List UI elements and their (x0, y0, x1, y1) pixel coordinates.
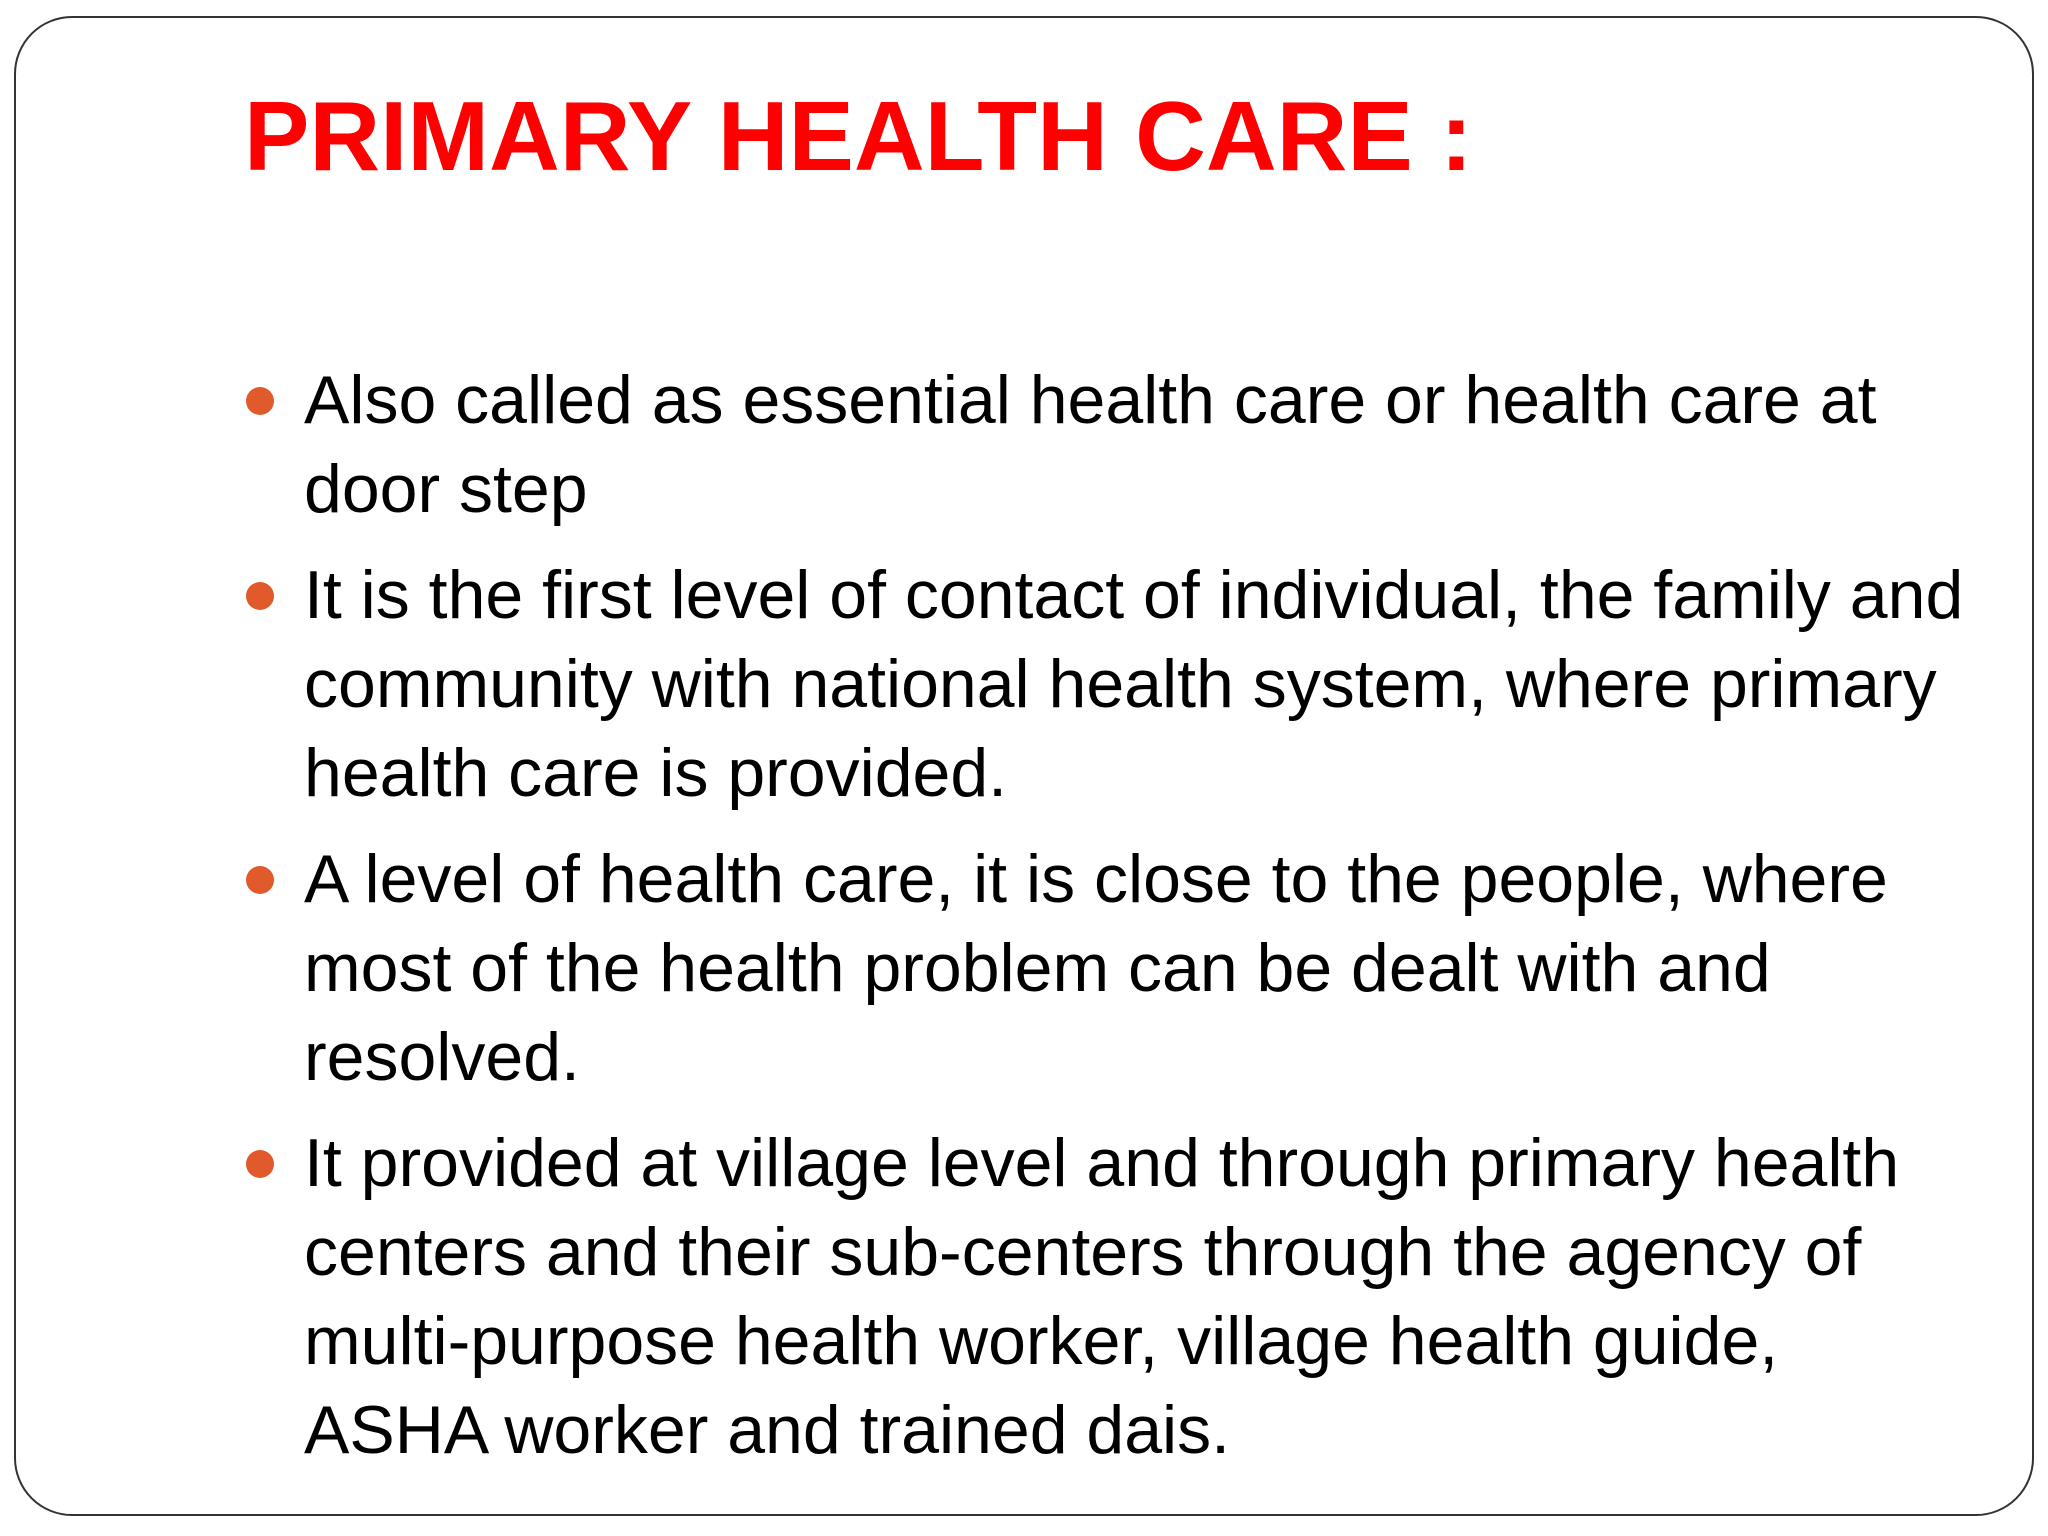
bullet-text: It is the first level of contact of individual, the family and community with national health system, where primary health care is provided. (304, 557, 1964, 811)
list-item (244, 356, 1964, 534)
bullet-text: A level of health care, it is close to the people, where most of the health problem can be dealt with and resolved. (304, 841, 1888, 1095)
bullet-dot-icon (246, 387, 274, 415)
bullet-list (244, 356, 1964, 1492)
slide-title: PRIMARY HEALTH CARE : (244, 81, 1473, 191)
list-item (244, 835, 1964, 1102)
bullet-dot-icon (246, 582, 274, 610)
list-item (244, 551, 1964, 818)
list-item (244, 1119, 1964, 1475)
bullet-text: Also called as essential health care or health care at door step (304, 362, 1877, 527)
bullet-dot-icon (246, 1150, 274, 1178)
bullet-text: It provided at village level and through primary health centers and their sub-centers through the agency of multi-purpose health worker, village health guide, ASHA worker and trained dais. (304, 1125, 1900, 1468)
bullet-dot-icon (246, 866, 274, 894)
slide-frame (14, 16, 2034, 1516)
